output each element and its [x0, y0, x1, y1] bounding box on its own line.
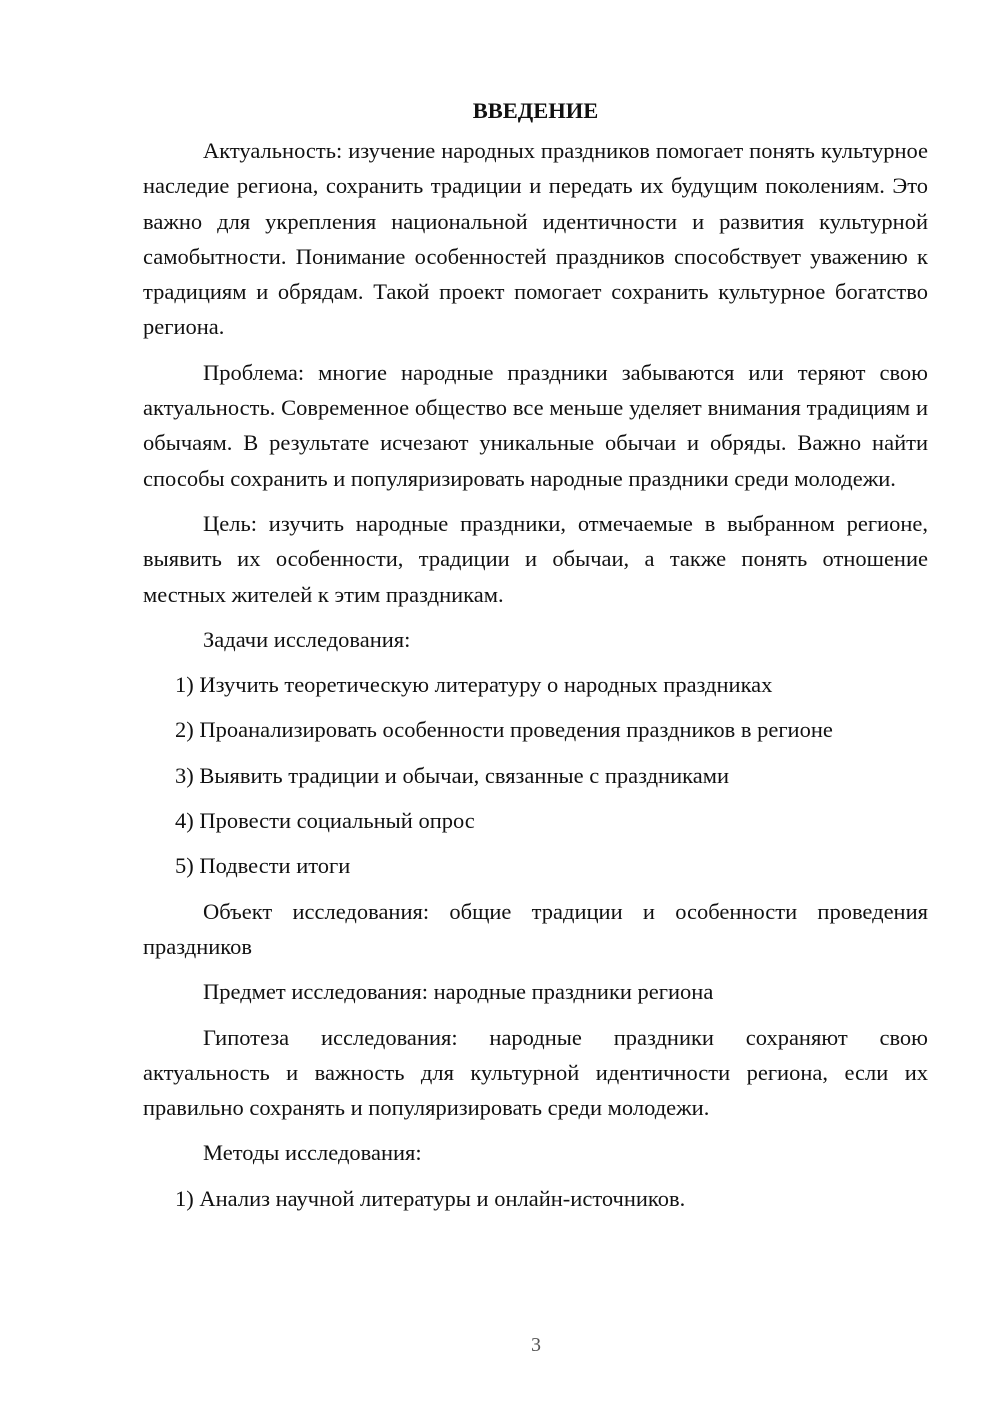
- object-paragraph: Объект исследования: общие традиции и особенности проведения праздников: [143, 898, 928, 959]
- list-item: 4) Провести социальный опрос: [175, 808, 475, 834]
- methods-list: [143, 1181, 928, 1216]
- tasks-title: Задачи исследования:: [203, 626, 411, 652]
- hypothesis-paragraph: Гипотеза исследования: народные праздники сохраняют свою актуальность и важность для культурной идентичности региона, если их правильно сохранять и популяризировать среди молодежи.: [143, 1024, 928, 1121]
- list-item: 3) Выявить традиции и обычаи, связанные с праздниками: [175, 762, 729, 788]
- document-body: [143, 93, 928, 1226]
- list-item: 5) Подвести итоги: [175, 853, 351, 879]
- relevance-paragraph: Актуальность: изучение народных праздников помогает понять культурное наследие региона, сохранить традиции и передать их будущим поколениям. Это важно для укрепления национальной идентичности и развития культурной самобытности. Понимание особенностей праздников способствует уважению к традициям и обрядам. Такой проект помогает сохранить культурное богатство региона.: [143, 138, 928, 340]
- list-item: 2) Проанализировать особенности проведения праздников в регионе: [175, 717, 833, 743]
- list-item: 1) Анализ научной литературы и онлайн-источников.: [175, 1185, 686, 1211]
- problem-paragraph: Проблема: многие народные праздники забываются или теряют свою актуальность. Современное общество все меньше уделяет внимания традициям и обычаям. В результате исчезают уникальные обычаи и обряды. Важно найти способы сохранить и популяризировать народные праздники среди молодежи.: [143, 359, 928, 491]
- page-number: 3: [531, 1334, 541, 1356]
- methods-title: Методы исследования:: [203, 1140, 422, 1166]
- list-item: 1) Изучить теоретическую литературу о народных праздниках: [175, 672, 773, 698]
- section-heading: ВВЕДЕНИЕ: [472, 98, 599, 123]
- subject-paragraph: Предмет исследования: народные праздники региона: [203, 979, 714, 1005]
- goal-paragraph: Цель: изучить народные праздники, отмечаемые в выбранном регионе, выявить их особенности, традиции и обычаи, а также понять отношение местных жителей к этим праздникам.: [143, 510, 928, 607]
- tasks-list: [143, 667, 928, 883]
